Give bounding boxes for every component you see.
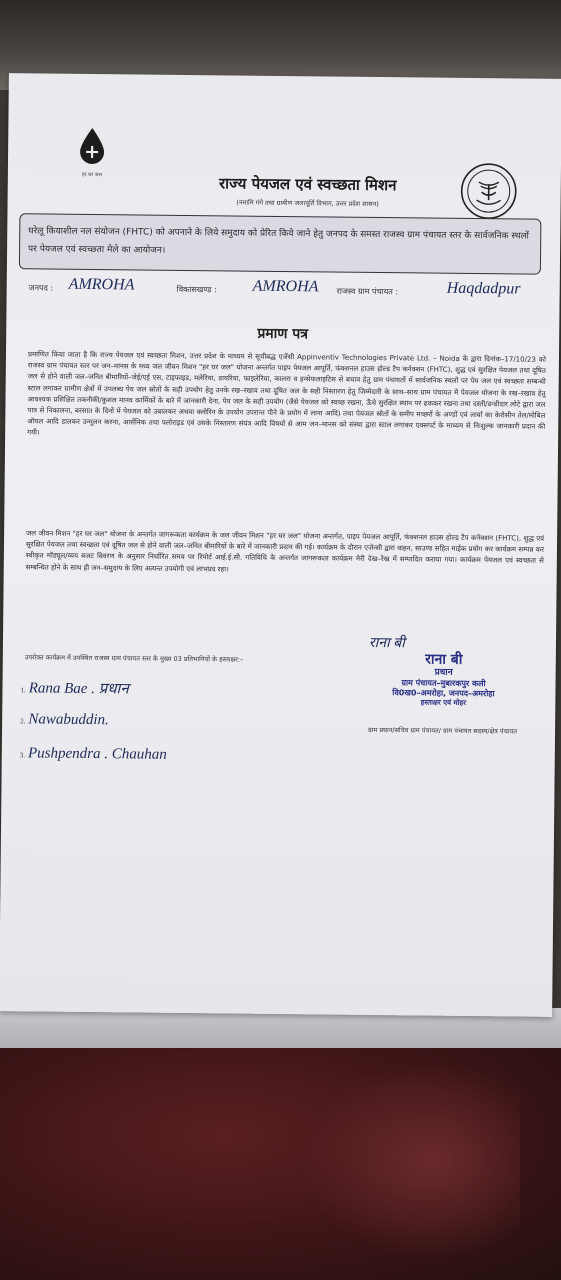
signatory-roles: ग्राम प्रधान/सचिव ग्राम पंचायत/ ग्राम पंचायत सदस्य/क्षेत्र पंचायत [368, 725, 517, 736]
participant-1 [20, 677, 128, 698]
district-value: AMROHA [68, 275, 135, 294]
up-emblem-icon [459, 162, 518, 221]
stamp-caption: हस्ताक्षर एवं मोहर [420, 698, 467, 707]
participants-intro: उपरोक्त कार्यक्रम में उपस्थित राजस्व ग्राम पंचायत स्तर के मुख्य 03 प्रतिभागियों के हस्ताक्षर:– [24, 653, 244, 664]
stamp-title: प्रधान [434, 667, 453, 678]
location-fields [29, 275, 549, 306]
certificate-heading: प्रमाण पत्र [257, 325, 309, 343]
water-drop-icon [72, 126, 112, 168]
har-ghar-jal-logo [72, 126, 113, 184]
event-banner [19, 213, 542, 274]
participant-2 [20, 711, 109, 729]
certificate-paper [0, 73, 561, 1017]
participant-number: 2. [20, 717, 26, 726]
banner-text: घरेलू कियाशील नल संयोजन (FHTC) को अपनाने के लिये समुदाय को प्रेरित किये जाने हेतु जनपद के समस्त राजस्व ग्राम पंचायत स्तर के सार्वजनिक स्थलों पर पेयजल एवं स्वच्छता मेले का आयोजन। [28, 226, 529, 256]
block-label: विकासखण्ड : [176, 284, 217, 295]
participant-3 [20, 745, 167, 764]
background-cloth-fold [300, 1060, 520, 1260]
pradhan-stamp [348, 651, 539, 709]
mission-subtitle: (नमामि गंगे तथा ग्रामीण जलापूर्ति विभाग, उत्तर प्रदेश शासन) [236, 198, 379, 209]
block-value: AMROHA [252, 277, 319, 296]
panchayat-value: Haqdadpur [446, 279, 521, 298]
mission-title: राज्य पेयजल एवं स्वच्छता मिशन [219, 174, 397, 195]
participant-number: 1. [20, 686, 26, 695]
participant-signature: Nawabuddin. [28, 711, 109, 729]
stamp-name: राना बी [425, 651, 463, 668]
stamp-block: वि0ख0–अमरोहा, जनपद–अमरोहा [392, 688, 495, 699]
stamp-panchayat: ग्राम पंचायत–मुबारकपुर कली [401, 678, 486, 689]
certificate-paragraph-1: प्रमाणित किया जाता है कि राज्य पेयजल एवं स्वच्छता मिशन, उत्तर प्रदेश के माध्यम से सूचीबद्ध एजेंसी Appinventiv Technologies Private Ltd. – Noida के द्वारा दिनांक–17/10/23 को राजस्व ग्राम पंचायत स्तर पर जन–मानस के मध्य जल जीवन मिशन "हर घर जल" योजना अन्तर्गत पाइप पेयजल आपूर्ति, फंक्शनल हाउस होल्ड टैप कनेक्शन (FHTC), शुद्ध एवं सुरक्षित पेयजल तथा दूषित जल से होने वाली जल–जनित बीमारियों–जेई/एई एस, टाइफाइड, मलेरिया, डायरिया, फाइलेरिया, कालरा व इन्सेफलाइटिस से बचाव हेतु ग्राम पंचायतों में सार्वजनिक स्थलों पर पेय जल एवं स्वच्छता सम्बन्धी स्टाल लगाकर ग्रामीण क्षेत्रों में उपलब्ध पेय जल स्रोतों के सही उपयोग हेतु उनके रख–रखाव तथा दूषित जल के सही निस्तारण हेतु जिम्मेदारी के साथ–साथ ग्राम पंचायत में पेयजल योजना के रख–रखाव हेतु आवश्यक प्रशिक्षित तकनीकी/कुशल मानव कार्मिकों के बारे में जानकारी देना, पेय जल के सही उपयोग (जैसे पेयजल को स्वच्छ रखना, ऊँचे सुरक्षित स्थान पर ढककर रखना तथा दस्ती/डन्डीदार लोटे द्वारा जल पात्र से निकालना, बरसात के दिनों में पेयजल को उबालकर अथवा क्लोरिन के उपयोग उपरान्त पीने के प्रयोग में लाना आदि) तथा पेयजल स्रोतों के समीप मच्छरों के अण्डों एवं लार्वा का केरोसीन तेल/मोबिल ऑयल आदि डालकर उन्मूलन करना, आर्सेनिक तथा फ्लोराइड एवं उसके निस्तारण संयंत्र आदि विषयों से आम जन–मानस को संस्था द्वारा स्टाल लगाकर एक्सपर्ट के माध्यम से निःशुल्क जानकारी प्रदान की गयी। [27, 350, 546, 437]
participant-signature: Pushpendra . Chauhan [27, 745, 167, 763]
participant-number: 3. [19, 751, 26, 760]
logo-caption: हर घर जल [81, 171, 102, 179]
pradhan-signature: राना बी [368, 635, 405, 652]
district-label: जनपद : [28, 283, 54, 293]
participant-signature: Rana Bae . प्रधान [28, 680, 129, 698]
certificate-paragraph-2: जल जीवन मिशन "हर घर जल" योजना के अन्तर्गत जागरूकता कार्यक्रम के जल जीवन मिशन "हर घर जल" योजना अन्तर्गत, पाइप पेयजल आपूर्ति, फंक्शनल हाउस होल्ड टैप कनेक्शन (FHTC), शुद्ध एवं सुरक्षित पेयजल तथा स्वच्छता एवं दूषित जल से होने वाली जल–जनित बीमारियों के बारे में जानकारी प्रदान की गई। कार्यक्रम के दौरान एजेन्सी द्वारा वाहन, साउण्ड सहित माईक प्रयोग कर कार्यक्रम सम्पन्न कर स्वीकृत मॉड्यूल/व्यय बजट विवरण के अनुसार निर्धारित समय पर रिपोर्ट आई.ई.सी. गतिविधि के अन्तर्गत जागरूकता कार्यक्रम मेरी देख–रेख में सम्पादित कराया गया। कार्यक्रम पेयजल एवं स्वच्छता से सम्बन्धित होने के साथ ही जन–समुदाय के लिए अत्यन्त उपयोगी एवं लाभप्रद रहा। [25, 529, 545, 574]
panchayat-label: राजस्व ग्राम पंचायत : [336, 286, 399, 297]
